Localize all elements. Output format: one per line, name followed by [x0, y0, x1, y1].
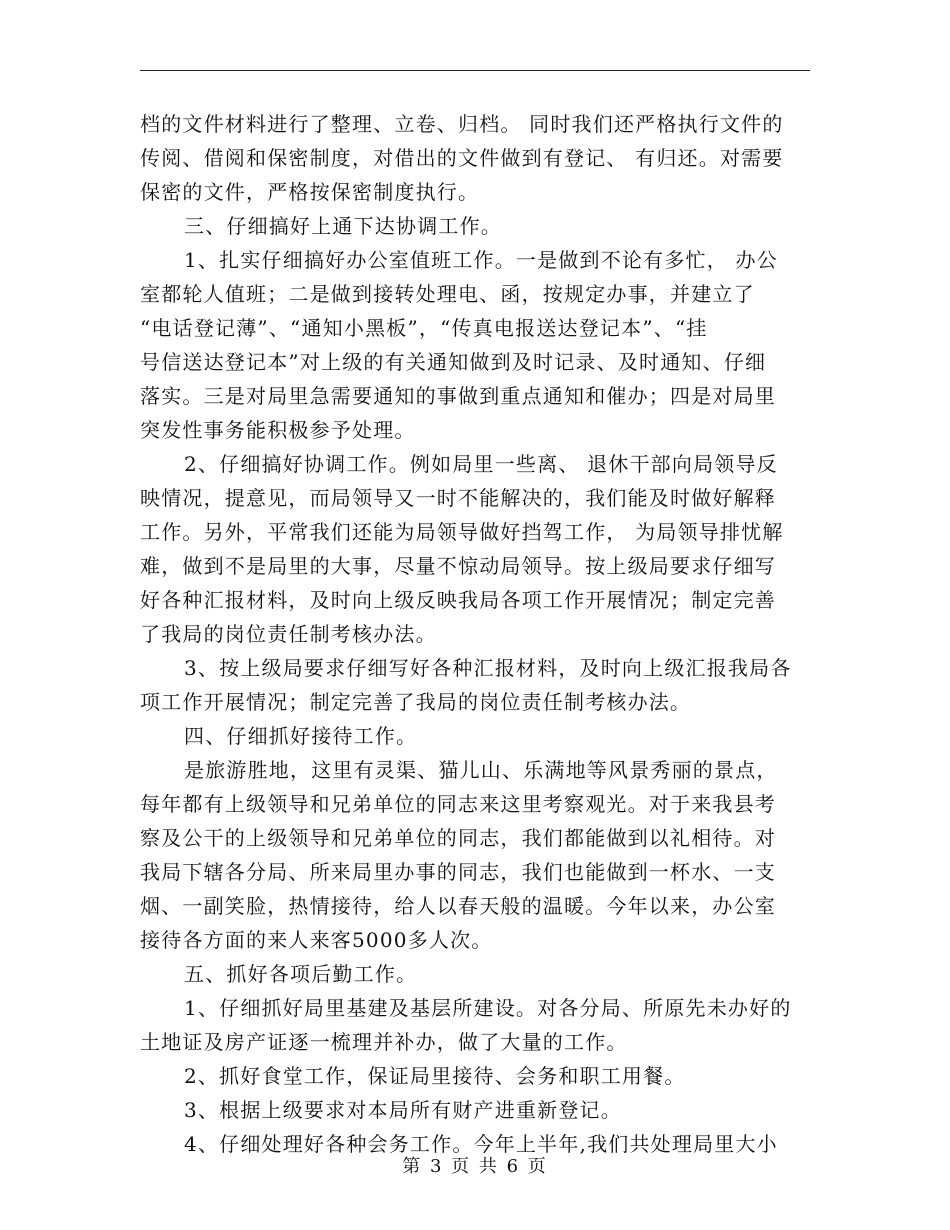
text-line: 每年都有上级领导和兄弟单位的同志来这里考察观光。对于来我县考: [140, 792, 776, 816]
text-line: 档的文件材料进行了整理、立卷、归档。 同时我们还严格执行文件的: [140, 112, 784, 136]
text-line: 号信送达登记本”对上级的有关通知做到及时记录、及时通知、仔细: [140, 350, 767, 374]
text-line: 传阅、借阅和保密制度，对借出的文件做到有登记、 有归还。对需要: [140, 146, 784, 170]
text-line: 3、按上级局要求仔细写好各种汇报材料，及时向上级汇报我局各: [184, 656, 792, 680]
text-line: 2、仔细搞好协调工作。例如局里一些离、 退休干部向局领导反: [184, 452, 778, 476]
text-line: 接待各方面的来人来客5000多人次。: [140, 928, 493, 952]
body-text: [140, 107, 812, 1161]
text-line: 烟、一副笑脸，热情接待，给人以春天般的温暖。今年以来，办公室: [140, 894, 776, 918]
text-line: 1、仔细抓好局里基建及基层所建设。对各分局、所原先未办好的: [184, 996, 792, 1020]
section-heading: 五、抓好各项后勤工作。: [184, 962, 418, 986]
section-heading: 四、仔细抓好接待工作。: [184, 724, 418, 748]
text-line: 4、仔细处理好各种会务工作。今年上半年,我们共处理局里大小: [184, 1132, 778, 1156]
text-line: “电话登记薄”、“通知小黑板”，“传真电报送达登记本”、“挂: [140, 316, 708, 340]
text-line: 我局下辖各分局、所来局里办事的同志，我们也能做到一杯水、一支: [140, 860, 776, 884]
text-line: 落实。三是对局里急需要通知的事做到重点通知和催办；四是对局里: [140, 384, 776, 408]
text-line: 了我局的岗位责任制考核办法。: [140, 622, 437, 646]
text-line: 3、根据上级要求对本局所有财产进重新登记。: [184, 1098, 622, 1122]
header-rule: [140, 70, 810, 71]
text-line: 突发性事务能积极参予处理。: [140, 418, 416, 442]
text-line: 察及公干的上级领导和兄弟单位的同志，我们都能做到以礼相待。对: [140, 826, 776, 850]
text-line: 难，做到不是局里的大事，尽量不惊动局领导。按上级局要求仔细写: [140, 554, 776, 578]
text-line: 工作。另外，平常我们还能为局领导做好挡驾工作， 为局领导排忧解: [140, 520, 784, 544]
text-line: 2、抓好食堂工作，保证局里接待、会务和职工用餐。: [184, 1064, 686, 1088]
text-line: 是旅游胜地，这里有灵渠、猫儿山、乐满地等风景秀丽的景点，: [184, 758, 778, 782]
text-line: 室都轮人值班；二是做到接转处理电、函，按规定办事，并建立了: [140, 282, 755, 306]
text-line: 好各种汇报材料，及时向上级反映我局各项工作开展情况；制定完善: [140, 588, 776, 612]
text-line: 1、扎实仔细搞好办公室值班工作。一是做到不论有多忙， 办公: [184, 248, 778, 272]
text-line: 项工作开展情况；制定完善了我局的岗位责任制考核办法。: [140, 690, 692, 714]
text-line: 映情况，提意见，而局领导又一时不能解决的，我们能及时做好解释: [140, 486, 776, 510]
text-line: 保密的文件，严格按保密制度执行。: [140, 180, 480, 204]
text-line: 土地证及房产证逐一梳理并补办，做了大量的工作。: [140, 1030, 628, 1054]
page-number-footer: 第 3 页 共 6 页: [402, 1156, 548, 1177]
section-heading: 三、仔细搞好上通下达协调工作。: [184, 214, 502, 238]
